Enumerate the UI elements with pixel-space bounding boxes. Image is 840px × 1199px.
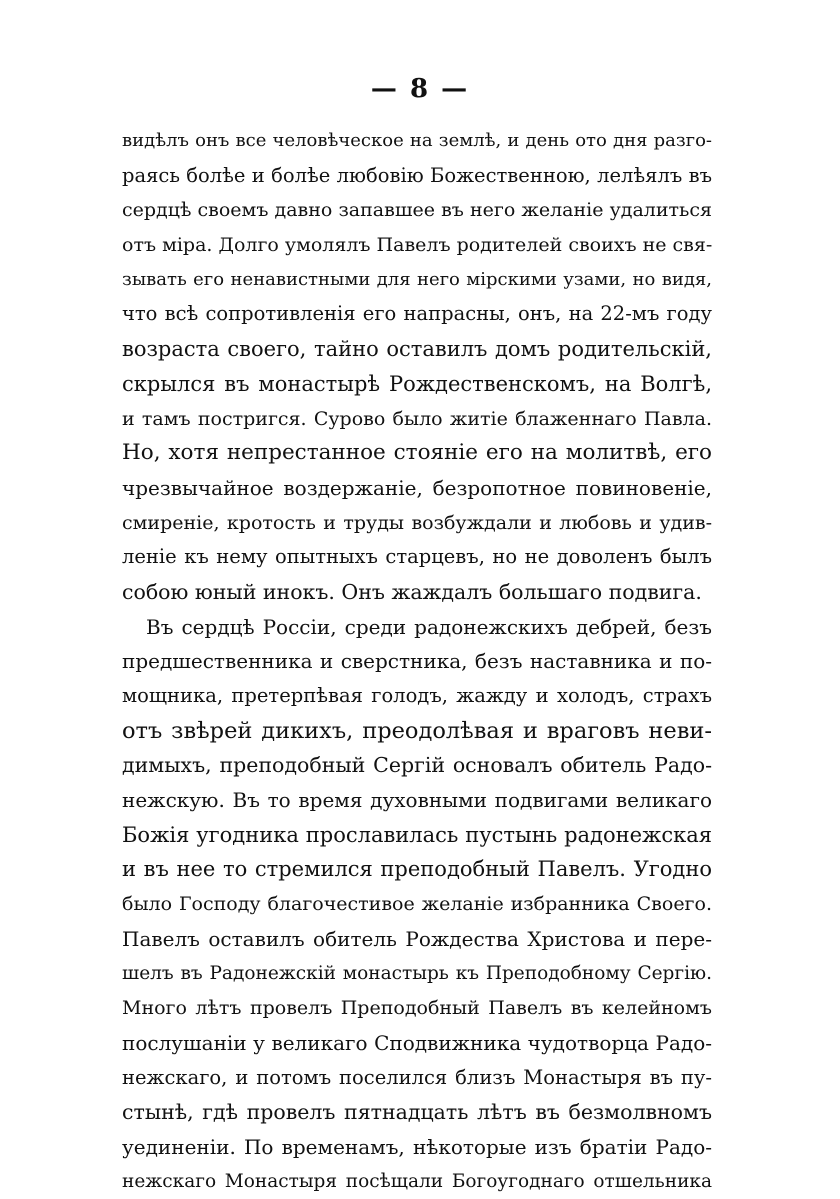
text-line: Но, хотя непрестанное стояніе его на молитвѣ, его (122, 440, 712, 466)
text-line: видѣлъ онъ все человѣческое на землѣ, и день ото дня разго- (122, 130, 712, 151)
text-line: послушаніи у великаго Сподвижника чудотворца Радо- (122, 1030, 712, 1055)
text-line: скрылся въ монастырѣ Рождественскомъ, на Волгѣ, (122, 371, 712, 396)
text-line: стынѣ, гдѣ провелъ пятнадцать лѣтъ въ безмолвномъ (122, 1100, 712, 1125)
text-line: димыхъ, преподобный Сергій основалъ обитель Радо- (122, 753, 712, 778)
text-line: и въ нее то стремился преподобный Павелъ. Угодно (122, 857, 712, 882)
text-line: собою юный инокъ. Онъ жаждалъ большаго подвига. (122, 579, 702, 604)
text-line: Божія угодника прославилась пустынь радонежская (122, 822, 712, 847)
text-line: мощника, претерпѣвая голодъ, жажду и холодъ, страхъ (122, 684, 712, 707)
text-line: раясь болѣе и болѣе любовію Божественною, лелѣялъ въ (122, 163, 712, 187)
page-number: — 8 — (370, 74, 470, 104)
text-line: Въ сердцѣ Россіи, среди радонежскихъ дебрей, безъ (146, 614, 712, 639)
text-line: предшественника и сверстника, безъ наставника и по- (122, 649, 712, 674)
text-line: чрезвычайное воздержаніе, безропотное повиновеніе, (122, 475, 712, 500)
text-line: нежскую. Въ то время духовными подвигами великаго (122, 788, 712, 813)
text-line: что всѣ сопротивленія его напрасны, онъ, на 22-мъ году (122, 302, 712, 326)
text-line: и тамъ постригся. Сурово было житіе блаженнаго Павла. (122, 407, 712, 430)
text-line: отъ міра. Долго умолялъ Павелъ родителей своихъ не свя- (122, 234, 713, 257)
text-line: нежскаго Монастыря посѣщали Богоугоднаго отшельника (122, 1170, 712, 1192)
text-line: Много лѣтъ провелъ Преподобный Павелъ въ келейномъ (122, 997, 712, 1020)
text-line: смиреніе, кротость и труды возбуждали и любовь и удив- (122, 511, 712, 534)
text-line: нежскаго, и потомъ поселился близъ Монастыря въ пу- (122, 1065, 712, 1089)
text-line: шелъ въ Радонежскій монастырь къ Преподобному Сергію. (122, 962, 712, 984)
body-text (122, 124, 712, 1199)
text-line: было Господу благочестивое желаніе избранника Своего. (122, 893, 712, 916)
text-line: возраста своего, тайно оставилъ домъ родительскій, (122, 337, 712, 362)
text-line: Павелъ оставилъ обитель Рождества Христова и пере- (122, 926, 712, 951)
text-line: леніе къ нему опытныхъ старцевъ, но не доволенъ былъ (122, 545, 712, 569)
text-line: зывать его ненавистными для него мірскими узами, но видя, (122, 268, 712, 290)
text-line: уединеніи. По временамъ, нѣкоторые изъ братіи Радо- (122, 1134, 712, 1159)
text-line: сердцѣ своемъ давно запавшее въ него желаніе удалиться (122, 199, 712, 222)
text-line: отъ звѣрей дикихъ, преодолѣвая и враговъ неви- (122, 717, 712, 744)
